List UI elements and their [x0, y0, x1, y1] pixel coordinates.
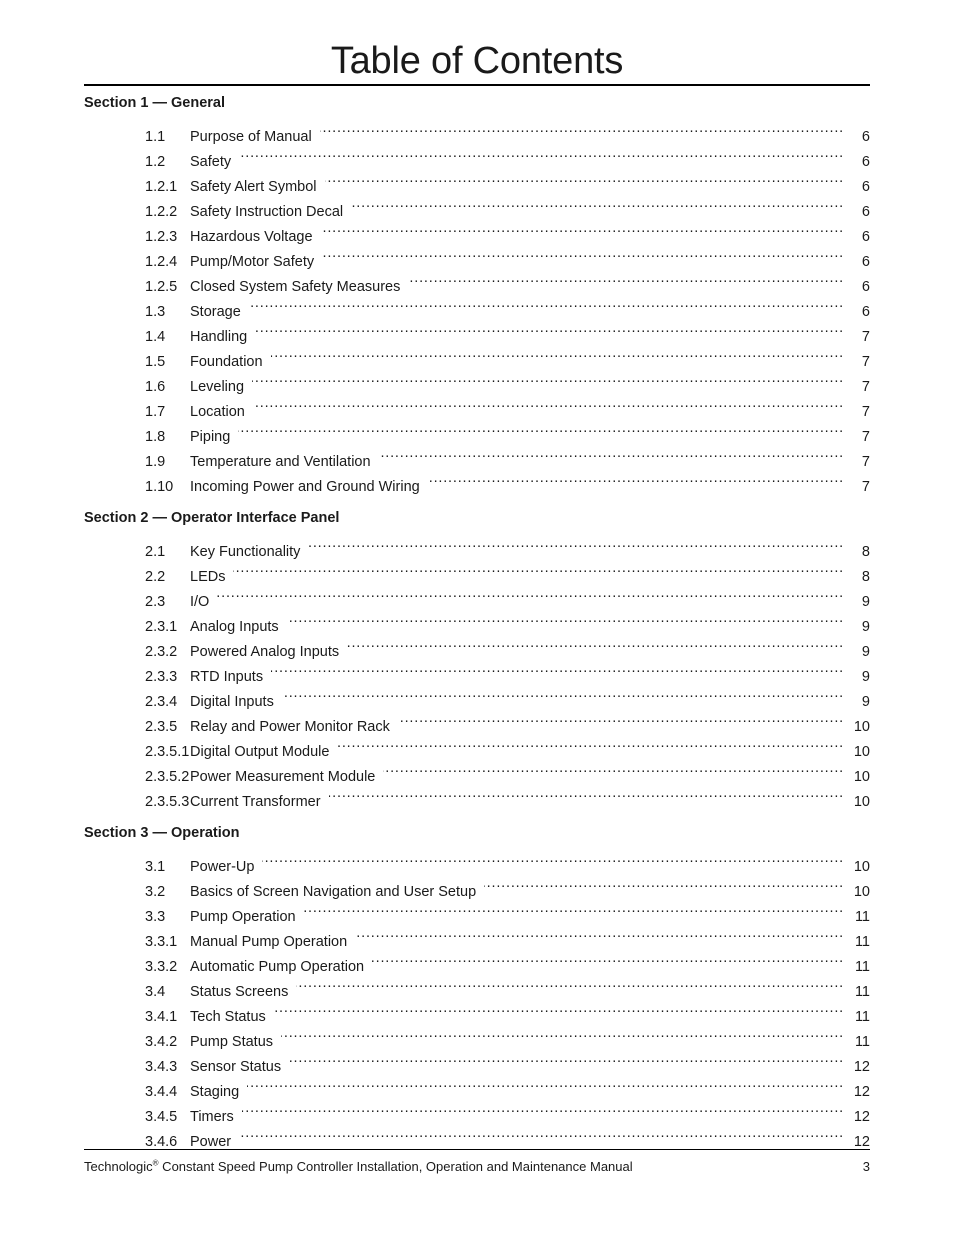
dot-leader [247, 1071, 844, 1096]
entry-number: 2.2 [145, 569, 166, 585]
entry-page-number: 7 [861, 354, 870, 370]
entry-title: Safety Instruction Decal [190, 204, 344, 220]
dot-leader [383, 756, 844, 781]
entry-title: Handling [190, 329, 248, 345]
dot-leader [325, 166, 844, 191]
dot-leader [379, 441, 844, 466]
dot-leader [484, 871, 844, 896]
entry-title: Closed System Safety Measures [190, 279, 401, 295]
entry-title: Power [190, 1134, 232, 1150]
entry-title: Power Measurement Module [190, 769, 376, 785]
entry-number: 3.4.2 [145, 1034, 178, 1050]
entry-number: 2.3 [145, 594, 166, 610]
entry-page-number: 10 [853, 769, 870, 785]
entry-number: 2.3.2 [145, 644, 178, 660]
entry-page-number: 7 [861, 454, 870, 470]
entry-page-number: 6 [861, 229, 870, 245]
toc-entry[interactable] [84, 116, 870, 145]
entry-number: 2.3.5 [145, 719, 178, 735]
entry-page-number: 6 [861, 279, 870, 295]
entry-title: Tech Status [190, 1009, 266, 1025]
entry-number: 3.2 [145, 884, 166, 900]
entry-title: Automatic Pump Operation [190, 959, 365, 975]
entry-title: LEDs [190, 569, 226, 585]
entry-page-number: 10 [853, 884, 870, 900]
entry-page-number: 7 [861, 329, 870, 345]
entry-number: 1.2.4 [145, 254, 178, 270]
entry-title: Timers [190, 1109, 234, 1125]
dot-leader [253, 391, 844, 416]
entry-page-number: 9 [861, 644, 870, 660]
dot-leader [289, 1046, 844, 1071]
entry-page-number: 8 [861, 569, 870, 585]
entry-page-number: 12 [853, 1084, 870, 1100]
entry-number: 3.4 [145, 984, 166, 1000]
entry-title: Sensor Status [190, 1059, 282, 1075]
dot-leader [271, 656, 844, 681]
section-heading: Section 2 — Operator Interface Panel [84, 510, 340, 526]
entry-title: Status Screens [190, 984, 289, 1000]
dot-leader [347, 631, 844, 656]
entry-page-number: 10 [853, 859, 870, 875]
entry-number: 2.3.5.2 [145, 769, 190, 785]
dot-leader [252, 366, 844, 391]
page-title: Table of Contents [330, 40, 624, 82]
entry-title: Staging [190, 1084, 240, 1100]
entry-title: Pump/Motor Safety [190, 254, 315, 270]
entry-page-number: 6 [861, 204, 870, 220]
entry-number: 1.2.5 [145, 279, 178, 295]
toc-section [84, 90, 870, 495]
entry-page-number: 11 [854, 1009, 870, 1025]
entry-title: Basics of Screen Navigation and User Setup [190, 884, 477, 900]
entry-title: Hazardous Voltage [190, 229, 313, 245]
toc-section [84, 820, 870, 1150]
footer-divider [84, 1149, 870, 1150]
dot-leader [296, 971, 844, 996]
entry-page-number: 10 [853, 719, 870, 735]
entry-page-number: 7 [861, 404, 870, 420]
entry-number: 3.3 [145, 909, 166, 925]
footer-page-number: 3 [862, 1159, 870, 1174]
dot-leader [238, 416, 844, 441]
footer-manual-title [84, 1158, 633, 1176]
entry-number: 3.1 [145, 859, 166, 875]
entry-number: 1.4 [145, 329, 166, 345]
entry-number: 2.3.4 [145, 694, 178, 710]
title-divider [84, 84, 870, 86]
entry-title: Incoming Power and Ground Wiring [190, 479, 420, 495]
entry-page-number: 6 [861, 304, 870, 320]
entry-page-number: 6 [861, 154, 870, 170]
entry-title: Safety [190, 154, 232, 170]
entry-page-number: 6 [861, 254, 870, 270]
entry-page-number: 8 [861, 544, 870, 560]
entry-title: Power-Up [190, 859, 255, 875]
entry-page-number: 10 [853, 744, 870, 760]
entry-title: Current Transformer [190, 794, 321, 810]
dot-leader [274, 996, 844, 1021]
dot-leader [249, 291, 844, 316]
entry-number: 1.7 [145, 404, 166, 420]
toc-section [84, 505, 870, 810]
dot-leader [239, 141, 844, 166]
entry-page-number: 9 [861, 694, 870, 710]
dot-leader [322, 241, 844, 266]
entry-number: 1.1 [145, 129, 166, 145]
entry-title: Manual Pump Operation [190, 934, 348, 950]
entry-title: Pump Operation [190, 909, 296, 925]
footer-brand: Technologic [84, 1159, 153, 1174]
entry-page-number: 12 [853, 1134, 870, 1150]
entry-page-number: 7 [861, 379, 870, 395]
entry-title: Leveling [190, 379, 245, 395]
entry-number: 2.3.1 [145, 619, 178, 635]
dot-leader [428, 466, 844, 491]
entry-title: RTD Inputs [190, 669, 264, 685]
dot-leader [355, 921, 844, 946]
dot-leader [271, 341, 844, 366]
entry-title: I/O [190, 594, 210, 610]
entry-page-number: 9 [861, 619, 870, 635]
dot-leader [408, 266, 844, 291]
registered-mark: ® [152, 1158, 159, 1168]
entry-number: 1.10 [145, 479, 174, 495]
entry-title: Powered Analog Inputs [190, 644, 340, 660]
entry-page-number: 11 [854, 934, 870, 950]
entry-title: Temperature and Ventilation [190, 454, 371, 470]
entry-title: Relay and Power Monitor Rack [190, 719, 390, 735]
entry-title: Pump Status [190, 1034, 274, 1050]
entry-title: Purpose of Manual [190, 129, 312, 145]
entry-page-number: 6 [861, 179, 870, 195]
toc-entry[interactable] [84, 531, 870, 560]
entry-title: Safety Alert Symbol [190, 179, 317, 195]
entry-number: 3.4.1 [145, 1009, 178, 1025]
entry-number: 3.3.2 [145, 959, 178, 975]
section-heading: Section 3 — Operation [84, 825, 240, 841]
dot-leader [239, 1121, 844, 1146]
dot-leader [233, 556, 844, 581]
entry-page-number: 11 [854, 984, 870, 1000]
entry-number: 3.4.3 [145, 1059, 178, 1075]
dot-leader [320, 116, 844, 141]
entry-number: 1.2 [145, 154, 166, 170]
entry-page-number: 6 [861, 129, 870, 145]
entry-page-number: 11 [854, 909, 870, 925]
dot-leader [337, 731, 844, 756]
entry-page-number: 7 [861, 479, 870, 495]
entry-number: 3.3.1 [145, 934, 178, 950]
entry-title: Digital Inputs [190, 694, 274, 710]
entry-title: Digital Output Module [190, 744, 330, 760]
entry-number: 2.3.5.1 [145, 744, 190, 760]
dot-leader [217, 581, 844, 606]
entry-title: Storage [190, 304, 241, 320]
entry-number: 3.4.5 [145, 1109, 178, 1125]
entry-number: 2.1 [145, 544, 166, 560]
entry-number: 1.8 [145, 429, 166, 445]
entry-number: 1.3 [145, 304, 166, 320]
dot-leader [351, 191, 844, 216]
entry-title: Analog Inputs [190, 619, 279, 635]
entry-page-number: 12 [853, 1059, 870, 1075]
entry-page-number: 11 [854, 1034, 870, 1050]
dot-leader [281, 1021, 844, 1046]
entry-number: 1.9 [145, 454, 166, 470]
dot-leader [287, 606, 844, 631]
entry-number: 2.3.5.3 [145, 794, 190, 810]
entry-number: 1.5 [145, 354, 166, 370]
entry-number: 1.2.2 [145, 204, 178, 220]
toc-entry[interactable] [84, 846, 870, 875]
entry-page-number: 7 [861, 429, 870, 445]
dot-leader [372, 946, 844, 971]
entry-number: 3.4.4 [145, 1084, 178, 1100]
entry-page-number: 11 [854, 959, 870, 975]
table-of-contents [84, 90, 870, 1150]
entry-number: 1.2.1 [145, 179, 178, 195]
dot-leader [262, 846, 844, 871]
dot-leader [308, 531, 844, 556]
dot-leader [304, 896, 844, 921]
entry-title: Piping [190, 429, 231, 445]
entry-page-number: 10 [853, 794, 870, 810]
dot-leader [321, 216, 844, 241]
entry-page-number: 9 [861, 669, 870, 685]
entry-title: Foundation [190, 354, 263, 370]
entry-title: Location [190, 404, 245, 420]
entry-page-number: 12 [853, 1109, 870, 1125]
entry-title: Key Functionality [190, 544, 301, 560]
section-heading: Section 1 — General [84, 95, 226, 111]
dot-leader [282, 681, 844, 706]
entry-number: 2.3.3 [145, 669, 178, 685]
dot-leader [398, 706, 844, 731]
dot-leader [242, 1096, 844, 1121]
dot-leader [255, 316, 844, 341]
entry-page-number: 9 [861, 594, 870, 610]
dot-leader [329, 781, 844, 806]
entry-number: 1.2.3 [145, 229, 178, 245]
entry-number: 3.4.6 [145, 1134, 178, 1150]
entry-number: 1.6 [145, 379, 166, 395]
footer-manual-name: Constant Speed Pump Controller Installation, Operation and Maintenance Manual [158, 1159, 633, 1174]
